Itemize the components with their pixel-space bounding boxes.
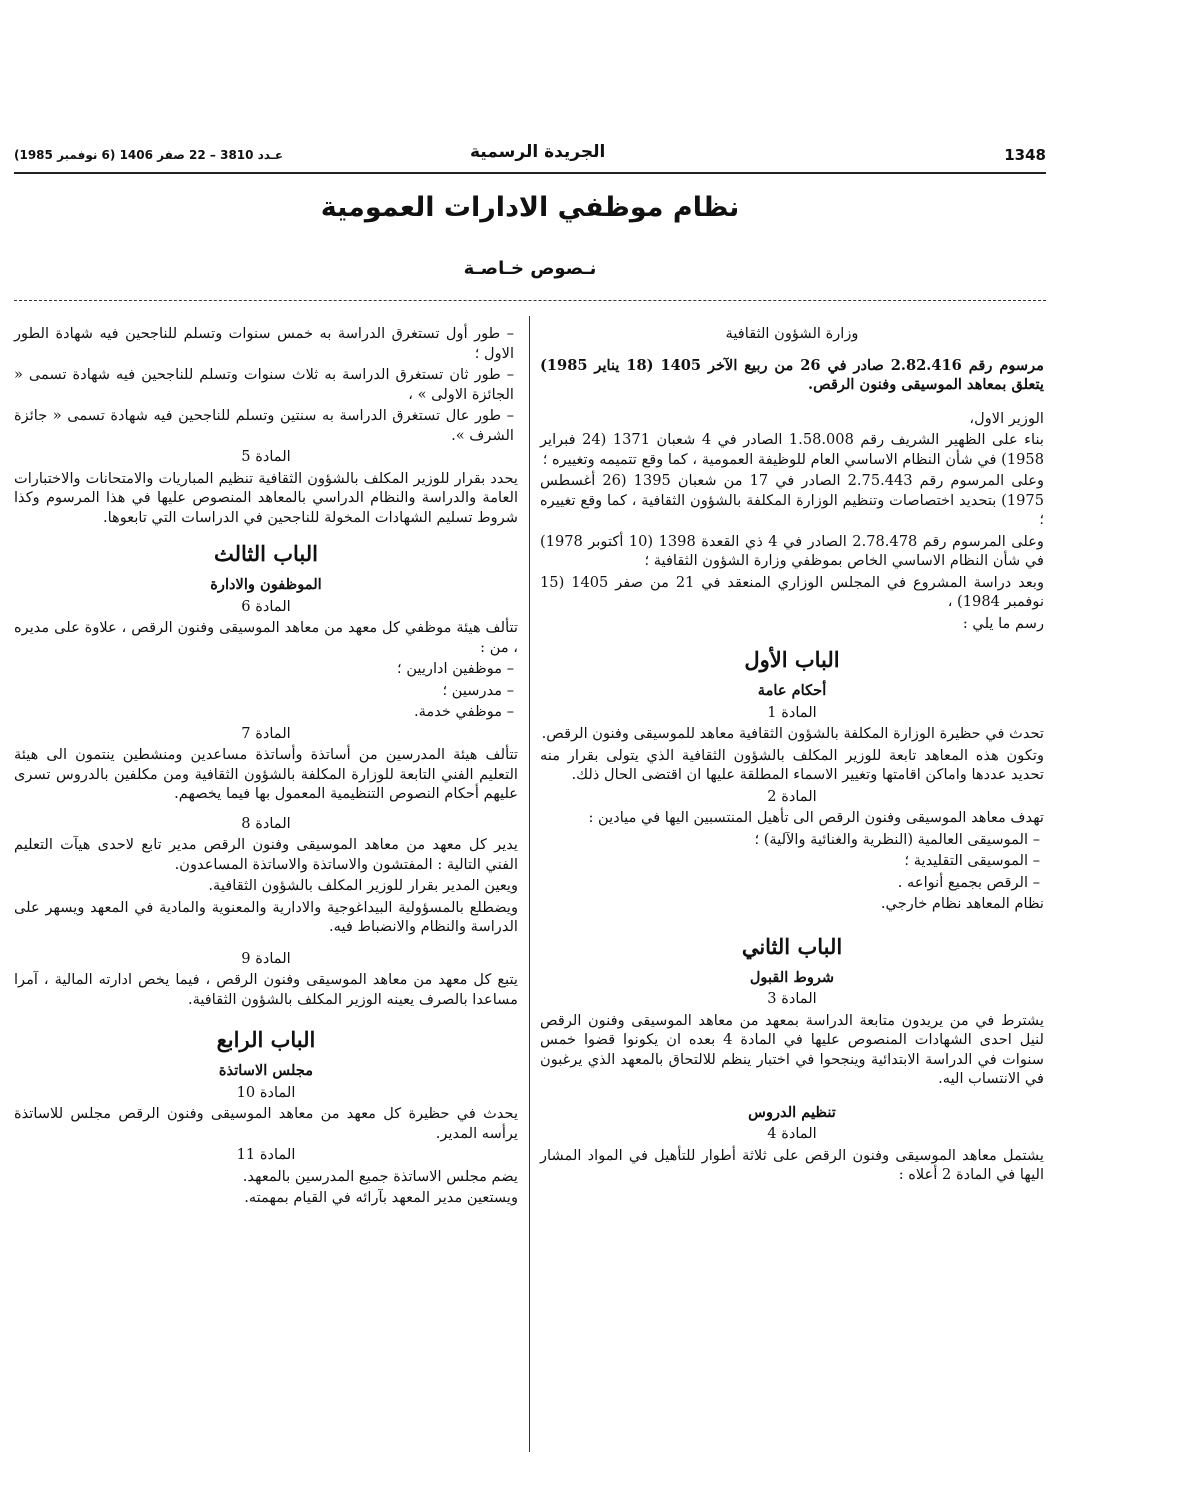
article-11-heading: المادة 11 [236,1146,296,1163]
article-3-heading: المادة 3 [767,990,817,1007]
article-4-heading: المادة 4 [767,1125,817,1142]
decree-title: مرسوم رقم 2.82.416 صادر في 26 من ربيع الآخر 1405 (18 يناير 1985) يتعلق بمعاهد الموسيقى وفنون الرقص. [540,356,1044,393]
article-8-para-1: يدير كل معهد من معاهد الموسيقى وفنون الرقص مدير تابع لاحدى هيآت التعليم الفني التالية : المفتشون والاساتذة والاساتذة المساعدون. [14,836,518,873]
article-2-para-1: تهدف معاهد الموسيقى وفنون الرقص الى تأهيل المنتسبين اليها في ميادين : [588,809,1044,826]
article-10-para-1: يحدث في حظيرة كل معهد من معاهد الموسيقى وفنون الرقص مجلس للاساتذة يرأسه المدير. [14,1105,518,1142]
article-9-para-1: يتبع كل معهد من معاهد الموسيقى وفنون الرقص ، فيما يخص ادارته المالية ، آمرا مساعدا بالصرف يعينه الوزير المكلف بالشؤون الثقافية. [14,971,518,1008]
visa-1: بناء على الظهير الشريف رقم 1.58.008 الصادر في 4 شعبان 1371 (24 فبراير 1958) في شأن النظام الاساسي العام للوظيفة العمومية ، كما وقع تتميمه وتغييره ؛ [540,431,1044,468]
article-10-heading: المادة 10 [236,1083,296,1101]
chapter-2-title: شروط القبول [749,968,835,986]
page-number: 1348 [1004,146,1046,164]
chapter-1-title: أحكام عامة [757,682,827,699]
article-5-para-1: يحدد بقرار للوزير المكلف بالشؤون الثقافية تنظيم المباريات والامتحانات والاختبارات العامة والدراسة والنظام الدراسي بالمعاهد المنصوص عليها في هذا المرسوم وكذا شروط تسليم الشهادات المخولة للناجحين في الدراسات التي تابعوها. [14,469,518,526]
ministry-name: وزارة الشؤون الثقافية [725,325,859,342]
article-2-heading: المادة 2 [767,787,817,805]
page-title: نظام موظفي الادارات العمومية [320,192,740,223]
article-9-heading: المادة 9 [241,949,291,967]
column-divider [529,316,530,1452]
chapter-2-heading: الباب الثاني [741,933,843,959]
article-5-heading: المادة 5 [241,448,291,465]
article-2-para-2: نظام المعاهد نظام خارجي. [880,895,1044,912]
chapter-3-title: الموظفون والادارة [210,576,322,593]
article-1-heading: المادة 1 [767,703,817,721]
chapter-4-title: مجلس الاساتذة [218,1062,314,1079]
article-8-para-3: ويضطلع بالمسؤولية البيداغوجية والادارية والمعنوية والمادية في المعهد ويسهر على الدراسة والنظام والانضباط فيه. [14,898,518,935]
article-6-para-1: تتألف هيئة موظفي كل معهد من معاهد الموسيقى وفنون الرقص ، علاوة على مديره ، من : [14,619,518,656]
gazette-name: الجريدة الرسمية [470,142,606,162]
page-subtitle: نـصوص خـاصـة [463,258,597,279]
article-6-heading: المادة 6 [241,597,291,615]
page-header [14,142,1046,170]
phase-2-item: – طور ثان تستغرق الدراسة به ثلاث سنوات وتسلم للناجحين فيه شهادة تسمى « الجائزة الاولى » ، [14,366,514,403]
issue-info: عـدد 3810 – 22 صفر 1406 (6 نوفمبر 1985) [14,148,284,162]
article-7-para-1: تتألف هيئة المدرسين من أساتذة وأساتذة مساعدين ومنشطين ينتمون الى هيئة التعليم الفني التابعة للوزارة المكلفة بالشؤون الثقافية ومن مكلفين بالدروس تسرى عليهم أحكام النصوص التنظيمية المعمول بها فيما يخصهم. [14,746,518,802]
article-2-item-3: – الرقص بجميع أنواعه . [897,873,1040,891]
header-rule [14,172,1046,174]
article-1-para-1: تحدث في حظيرة الوزارة المكلفة بالشؤون الثقافية معاهد للموسيقى وفنون الرقص. [541,725,1044,742]
article-4-para-1: يشتمل معاهد الموسيقى وفنون الرقص على ثلاثة أطوار للتأهيل في المواد المشار اليها في المادة 2 أعلاه : [540,1146,1044,1183]
prime-minister: الوزير الاول، [969,409,1044,427]
article-2-item-1: – الموسيقى العالمية (النظرية والغنائية والآلية) ؛ [754,830,1040,848]
article-2-item-2: – الموسيقى التقليدية ؛ [904,852,1040,869]
visa-4: وبعد دراسة المشروع في المجلس الوزاري المنعقد في 21 من صفر 1405 (15 نوفمبر 1984) ، [540,573,1044,610]
article-3-para-1: يشترط في من يريدون متابعة الدراسة بمعهد من معاهد الموسيقى وفنون الرقص لنيل احدى الشهادات المنصوص عليها في المادة 4 بعده ان يكونوا قضوا خمس سنوات في الدراسة الابتدائية وينجحوا في اختبار ينظم للالتحاق بالمعهد الذي يرغبون في الانتساب اليه. [540,1011,1045,1087]
visa-2: وعلى المرسوم رقم 2.75.443 الصادر في 17 من شعبان 1395 (26 أغسطس 1975) بتحديد اختصاصات وتنظيم الوزارة المكلفة بالشؤون الثقافية ، كما وقع تغييره ؛ [540,472,1044,528]
article-11-para-1: يضم مجلس الاساتذة جميع المدرسين بالمعهد. [242,1167,518,1185]
article-6-item-2: – مدرسين ؛ [442,681,514,699]
phase-3-item: – طور عال تستغرق الدراسة به سنتين وتسلم للناجحين فيه شهادة تسمى « جائزة الشرف ». [14,407,514,444]
article-6-item-3: – موظفي خدمة. [413,703,514,720]
right-column [540,324,1044,1187]
decree-formula: رسم ما يلي : [962,614,1044,632]
chapter-4-heading: الباب الرابع [216,1027,316,1052]
phase-1-item: – طور أول تستغرق الدراسة به خمس سنوات وتسلم للناجحين فيه شهادة الطور الاول ؛ [14,325,514,362]
left-column [14,324,518,1210]
article-6-item-1: – موظفين اداريين ؛ [397,660,514,677]
studies-section-title: تنظيم الدروس [748,1103,836,1121]
article-8-para-2: ويعين المدير بقرار للوزير المكلف بالشؤون الثقافية. [208,877,518,894]
article-11-para-2: ويستعين مدير المعهد بآرائه في القيام بمهمته. [244,1189,518,1206]
visa-3: وعلى المرسوم رقم 2.78.478 الصادر في 4 ذي القعدة 1398 (10 أكتوبر 1978) في شأن النظام الاساسي الخاص بموظفي وزارة الشؤون الثقافية ؛ [540,532,1044,569]
section-rule [14,300,1046,301]
article-7-heading: المادة 7 [241,724,291,742]
article-8-heading: المادة 8 [241,814,291,832]
chapter-3-heading: الباب الثالث [213,541,319,566]
article-1-para-2: وتكون هذه المعاهد تابعة للوزير المكلف بالشؤون الثقافية الذي يتولى بقرار منه تحديد عددها واماكن اقامتها وتغيير الاسماء المطلقة عليها ان اقتضى الحال ذلك. [540,746,1044,783]
chapter-1-heading: الباب الأول [744,647,840,672]
